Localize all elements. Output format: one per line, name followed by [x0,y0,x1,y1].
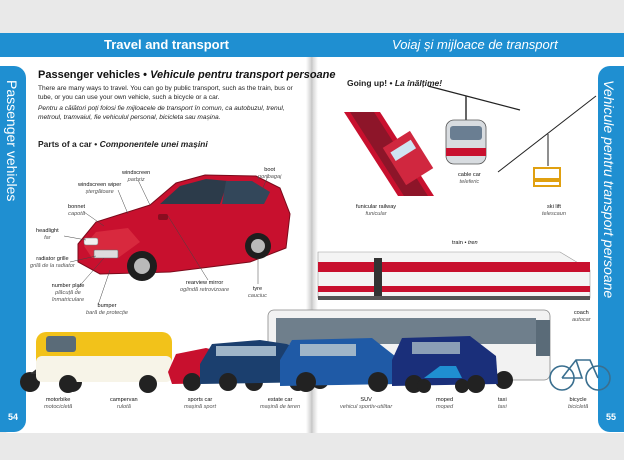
label-taxi [498,397,507,411]
label-ro: capotă [68,211,85,217]
label-en: campervan [110,397,138,403]
label-ro: grilă de la radiator [30,263,75,269]
label-ro: moped [436,404,454,410]
page-title-en: Passenger vehicles [38,69,141,81]
label-en: windscreen [122,170,151,176]
label-ro: teleferic [459,179,480,185]
label-suv [340,397,392,411]
label-ro: funicular [365,211,387,217]
label-campervan [110,397,138,411]
label-sports-car [184,397,216,411]
label-en: estate car [267,397,293,403]
label-en: sports car [187,397,213,403]
label-en: bonnet [68,204,86,210]
going-up-ro: La înălțime! [394,78,443,88]
suv [280,338,400,392]
page-number-right: 55 [605,412,616,422]
label-en: rearview mirror [185,280,224,286]
going-up-en: Going up! [347,78,388,88]
label-ro: ștergătoare [85,189,114,195]
label-ro: far [44,235,51,241]
label-moped [436,397,453,411]
label-en: moped [436,397,454,403]
label-ro: rulotă [116,404,131,410]
label-en: radiator grille [36,256,69,262]
label-en: train [452,240,463,246]
label-en: coach [573,310,589,316]
label-en: number plate [51,283,85,289]
label-en: bumper [97,303,117,309]
label-ro: vehicul sportiv-utilitar [340,404,393,410]
subtitle-en: Parts of a car [38,139,92,149]
label-ro: motocicletă [44,404,73,410]
label-ro: parbriz [127,177,145,183]
subtitle-ro: Componentele unei mașini [99,139,208,149]
label-ro: telescaun [542,211,566,217]
label-ro: bicicletă [568,404,589,410]
label-ro: mașină sport [184,404,217,410]
label-en: boot [264,167,276,173]
label-ro: portbagaj [258,174,282,180]
label-ro: bară de protecție [86,310,128,316]
going-up-heading: Going up! • La înălțime! [347,78,443,88]
label-en: motorbike [45,397,71,403]
label-ro: mașină de teren [260,404,301,410]
right-header-title: Voiaj și mijloace de transport [392,37,558,52]
label-ro: autocar [572,317,591,323]
label-en: funicular railway [356,204,397,210]
subtitle: Parts of a car • Componentele unei mașini [38,139,208,149]
page-title: Passenger vehicles • Vehicule pentru transport persoane [38,69,336,81]
label-en: taxi [498,397,507,403]
label-en: tyre [252,286,263,292]
label-ro: tren [467,240,478,246]
label-ro: cauciuc [248,293,267,299]
label-estate-car [260,397,300,411]
campervan [36,332,172,393]
label-en: headlight [36,228,59,234]
right-side-tab-label: Vehicule pentru transport persoane [601,80,617,299]
label-en: ski lift [546,204,561,210]
page-title-ro: Vehicule pentru transport persoane [150,69,336,81]
bicycle [550,360,610,390]
label-motorbike [44,397,72,411]
taxi [392,336,498,393]
label-bicycle [568,397,588,411]
label-en: bicycle [569,397,587,403]
page-number-left: 54 [7,412,18,422]
label-en: cable car [458,172,481,178]
label-ro: oglindă retrovizoare [180,287,230,293]
intro-ro: Pentru a călători poți folosi fie mijloacele de transport în comun, ca autobuzul, trenul, metroul, tramvaiul, fie vehiculul personal, bicicleta sau mașina. [38,105,285,121]
label-ro: taxi [498,404,507,410]
label-en: SUV [360,397,372,403]
label-ro: plăcuță de înmatriculare [51,290,85,303]
intro-en: There are many ways to travel. You can go by public transport, such as the train, bus or tube, or you can use your own vehicle, such a bicycle or a car. [38,85,293,101]
left-side-tab-label: Passenger vehicles [4,80,20,202]
left-header-title: Travel and transport [104,37,229,52]
label-en: windscreen wiper [78,182,122,188]
label-train: train • tren [452,240,478,246]
